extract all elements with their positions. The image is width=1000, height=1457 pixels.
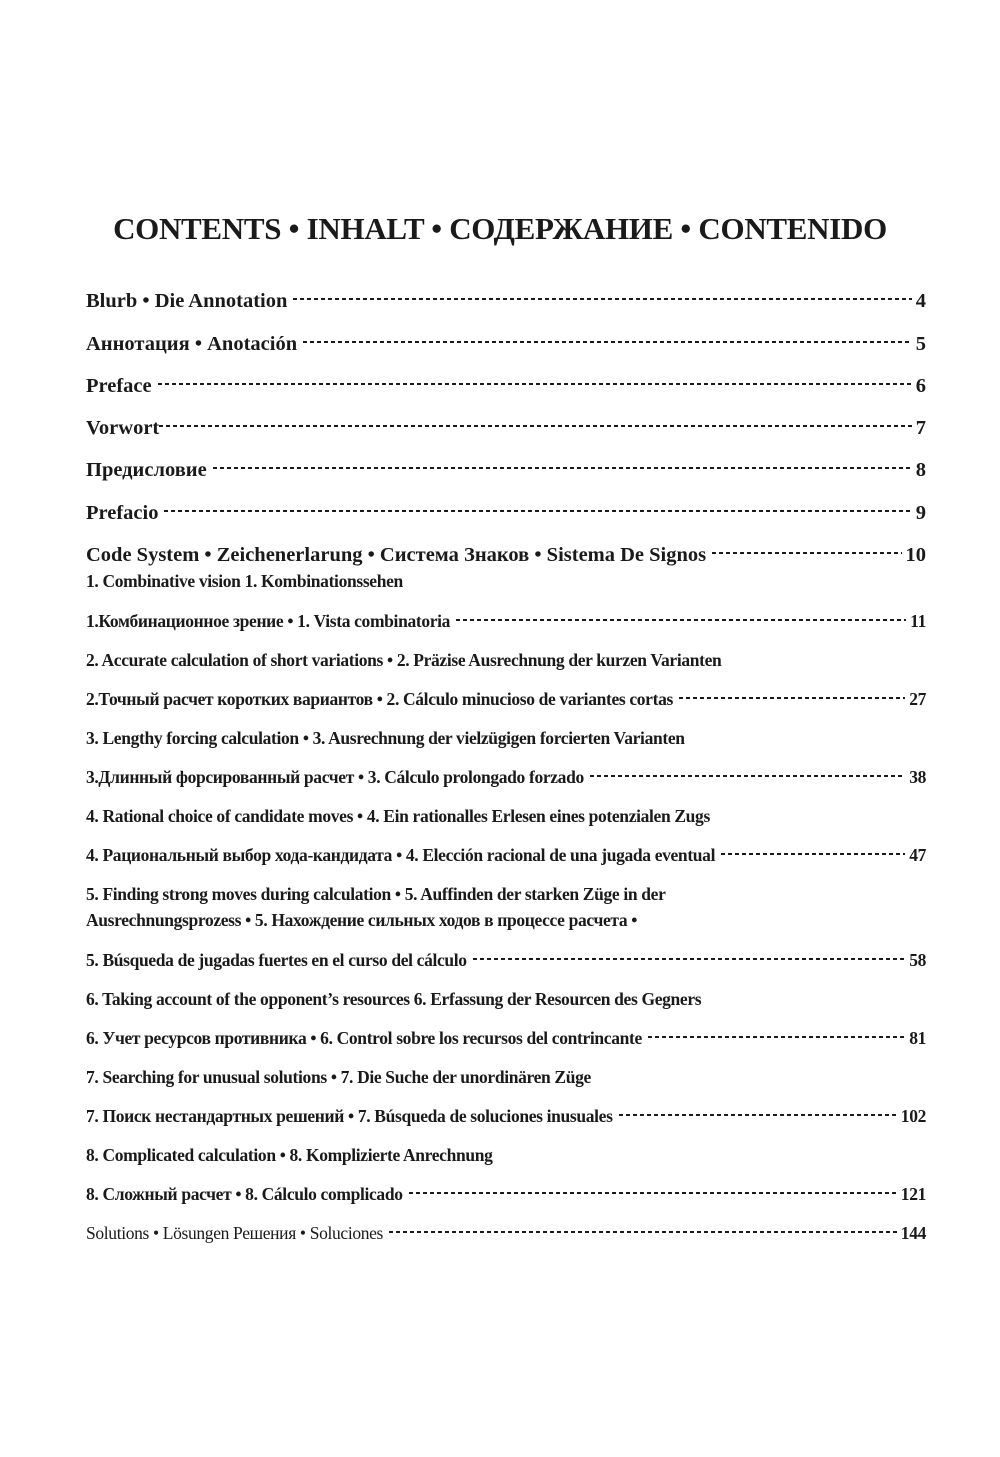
toc-entry-label: Предисловие [86, 459, 207, 481]
toc-entry-chapter-5-title-cont [86, 910, 926, 931]
toc-entry-chapter-8-title [86, 1145, 926, 1166]
toc-entry-label: Code System • Zeichenerlarung • Система Знаков • Sistema De Signos [86, 544, 707, 566]
toc-page-number: 6 [915, 375, 926, 397]
toc-entry-chapter-1-title [86, 571, 926, 592]
toc-entry-chapter-2-title [86, 650, 926, 671]
dot-leader [679, 697, 905, 699]
toc-page-number: 7 [915, 417, 926, 439]
toc-entry-chapter-6[interactable] [86, 1028, 926, 1049]
toc-page-number: 47 [909, 845, 926, 865]
toc-entry-chapter-4-title [86, 806, 926, 827]
toc-entry-label: Solutions • Lösungen Решения • Soluciones [86, 1223, 384, 1243]
dot-leader [473, 958, 905, 960]
dot-leader [712, 552, 901, 554]
dot-leader [389, 1231, 897, 1233]
toc-entry-label: 4. Рациональный выбор хода-кандидата • 4. Elección racional de una jugada eventual [86, 845, 716, 865]
toc-entry-label: 6. Учет ресурсов противника • 6. Control sobre los recursos del contrincante [86, 1028, 642, 1048]
toc-entry-chapter-3-title [86, 728, 926, 749]
toc-entry-label: 3.Длинный форсированный расчет • 3. Cálculo prolongado forzado [86, 767, 584, 787]
toc-page-number: 121 [900, 1184, 926, 1204]
toc-entry-chapter-6-title [86, 989, 926, 1010]
dot-leader [293, 298, 911, 300]
toc-entry-label: 7. Поиск нестандартных решений • 7. Búsqueda de soluciones inusuales [86, 1106, 613, 1126]
toc-entry-label: Vorwort [86, 417, 160, 439]
dot-leader [164, 510, 911, 512]
toc-entry-chapter-5[interactable] [86, 950, 926, 971]
toc-entry-prefacio[interactable] [86, 502, 926, 525]
toc-entry-chapter-1[interactable] [86, 611, 926, 632]
toc-entry-predislovie[interactable] [86, 459, 926, 482]
toc-entry-chapter-2[interactable] [86, 689, 926, 710]
toc-entry-chapter-4[interactable] [86, 845, 926, 866]
toc-entry-label: 1. Combinative vision 1. Kombinationssehen [86, 571, 403, 591]
toc-entry-annotation[interactable] [86, 333, 926, 356]
toc-entry-chapter-7-title [86, 1067, 926, 1088]
toc-entry-label: 2. Accurate calculation of short variations • 2. Präzise Ausrechnung der kurzen Varianten [86, 650, 722, 670]
dot-leader [456, 619, 906, 621]
toc-page-number: 8 [915, 459, 926, 481]
toc-entry-label: 4. Rational choice of candidate moves • 4. Ein rationalles Erlesen eines potenzialen Zugs [86, 806, 710, 826]
toc-entry-label: 8. Сложный расчет • 8. Cálculo complicado [86, 1184, 403, 1204]
toc-entry-code-system[interactable] [86, 544, 926, 567]
toc-entry-label: Blurb • Die Annotation [86, 290, 288, 312]
toc-entry-preface[interactable] [86, 375, 926, 398]
toc-entry-label: 3. Lengthy forcing calculation • 3. Ausrechnung der vielzügigen forcierten Varianten [86, 728, 685, 748]
dot-leader [409, 1192, 897, 1194]
toc-page-number: 144 [900, 1223, 926, 1243]
toc-entry-vorwort[interactable] [86, 417, 926, 440]
toc-entry-label: Аннотация • Anotación [86, 333, 298, 355]
toc-page-number: 9 [915, 502, 926, 524]
dot-leader [721, 853, 905, 855]
toc-entry-label: 5. Búsqueda de jugadas fuertes en el curso del cálculo [86, 950, 467, 970]
toc-entry-blurb[interactable] [86, 290, 926, 313]
toc-page-number: 4 [915, 290, 926, 312]
toc-page-number: 38 [909, 767, 926, 787]
toc-entry-label: 8. Complicated calculation • 8. Komplizierte Anrechnung [86, 1145, 493, 1165]
toc-entry-label: 1.Комбинационное зрение • 1. Vista combinatoria [86, 611, 451, 631]
toc-entry-label: Prefacio [86, 502, 159, 524]
page-title: CONTENTS • INHALT • СОДЕРЖАНИЕ • CONTENIDO [113, 211, 887, 246]
toc-entry-chapter-3[interactable] [86, 767, 926, 788]
toc-entry-label: 7. Searching for unusual solutions • 7. Die Suche der unordinären Züge [86, 1067, 591, 1087]
toc-entry-label: Ausrechnungsprozess • 5. Нахождение сильных ходов в процессе расчета • [86, 910, 638, 930]
toc-page-number: 27 [909, 689, 926, 709]
toc-entry-chapter-7[interactable] [86, 1106, 926, 1127]
toc-entry-label: 2.Точный расчет коротких вариантов • 2. Cálculo minucioso de variantes cortas [86, 689, 673, 709]
toc-entry-label: 6. Taking account of the opponent’s resources 6. Erfassung der Resourcen des Gegners [86, 989, 702, 1009]
toc-page-number: 5 [915, 333, 926, 355]
toc-entry-solutions[interactable] [86, 1223, 926, 1244]
dot-leader [590, 775, 905, 777]
dot-leader [619, 1114, 897, 1116]
dot-leader [158, 383, 912, 385]
toc-entry-chapter-8[interactable] [86, 1184, 926, 1205]
toc-page-number: 81 [909, 1028, 926, 1048]
dot-leader [303, 341, 912, 343]
toc-page-number: 11 [910, 611, 926, 631]
toc-entry-label: Preface [86, 375, 152, 397]
toc-entry-chapter-5-title [86, 884, 926, 905]
toc-page-number: 10 [905, 544, 926, 566]
toc-page-number: 58 [909, 950, 926, 970]
dot-leader [648, 1036, 905, 1038]
toc-entry-label: 5. Finding strong moves during calculation • 5. Auffinden der starken Züge in der [86, 884, 666, 904]
dot-leader [213, 467, 912, 469]
dot-leader [159, 425, 911, 427]
toc-page-number: 102 [900, 1106, 926, 1126]
